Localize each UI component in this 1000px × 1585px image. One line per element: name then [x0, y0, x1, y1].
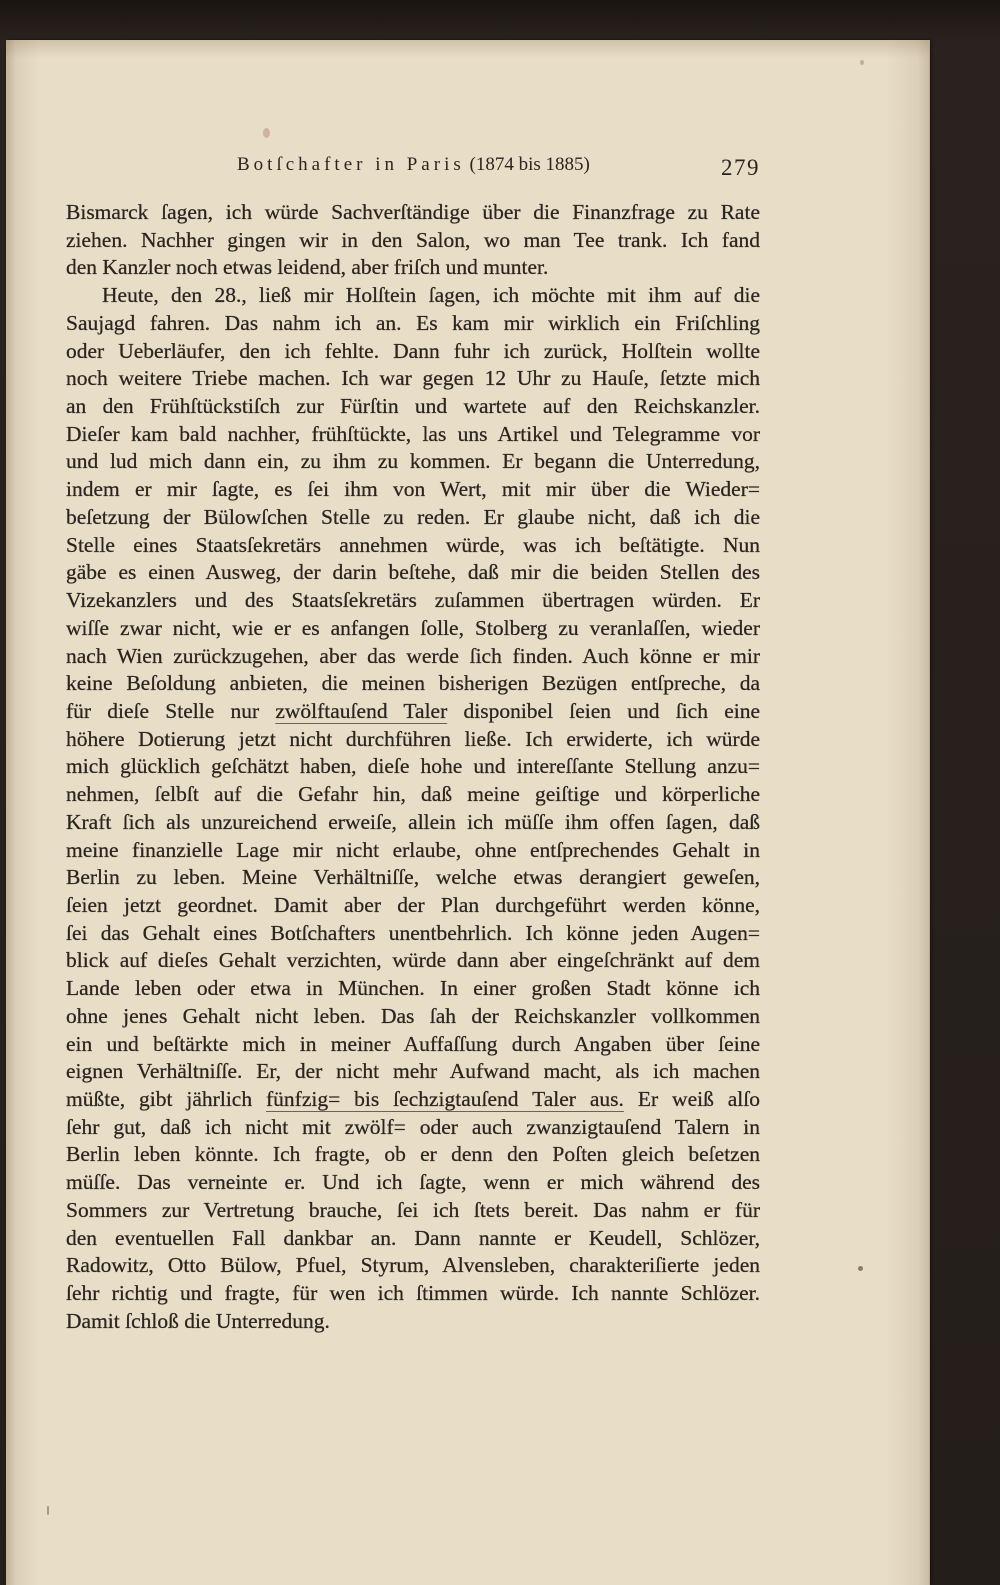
text-line: Kraft ſich als unzureichend erweiſe, allein ich müſſe ihm offen ſagen, daß — [66, 809, 760, 834]
text-line: Stelle eines Staatsſekretärs annehmen würde, was ich beſtätigte. Nun — [66, 532, 760, 557]
text-line: den Kanzler noch etwas leidend, aber friſch und munter. — [66, 255, 549, 280]
text-line: meine finanzielle Lage mir nicht erlaube, ohne entſprechendes Gehalt in — [66, 837, 760, 862]
text-line: den eventuellen Fall dankbar an. Dann nannte er Keudell, Schlözer, — [66, 1225, 760, 1250]
text-line: Dieſer kam bald nachher, frühſtückte, las uns Artikel und Telegramme vor — [66, 421, 760, 446]
text-line: ſei das Gehalt eines Botſchafters unentbehrlich. Ich könne jeden Augen= — [66, 920, 760, 945]
text-line: gäbe es einen Ausweg, der darin beſtehe, daß mir die beiden Stellen des — [66, 560, 760, 585]
margin-mark — [47, 1506, 49, 1515]
paper-stain — [860, 60, 864, 65]
text-line: nach Wien zurückzugehen, aber das werde ſich finden. Auch könne er mir — [66, 643, 760, 668]
text-line — [66, 1086, 760, 1114]
text-line: an den Frühſtückstiſch zur Fürſtin und wartete auf den Reichskanzler. — [66, 394, 760, 419]
text-line: nehmen, ſelbſt auf die Gefahr hin, daß meine geiſtige und körperliche — [66, 782, 760, 807]
text-line: beſetzung der Bülowſchen Stelle zu reden. Er glaube nicht, daß ich die — [66, 504, 760, 529]
body-text — [66, 199, 760, 1335]
text-line: ein und beſtärkte mich in meiner Auffaſſung durch Angaben über ſeine — [66, 1031, 760, 1056]
text-line: höhere Dotierung jetzt nicht durchführen ließe. Ich erwiderte, ich würde — [66, 726, 760, 751]
paper-stain — [263, 128, 270, 138]
text-line: ſeien jetzt geordnet. Damit aber der Plan durchgeführt werden könne, — [66, 892, 760, 917]
text-line: und lud mich dann ein, zu ihm zu kommen. Er begann die Unterredung, — [66, 449, 760, 474]
text-line: Sommers zur Vertretung brauche, ſei ich ſtets bereit. Das nahm er für — [66, 1197, 760, 1222]
text-line: mich glücklich geſchätzt haben, dieſe hohe und intereſſante Stellung anzu= — [66, 754, 760, 779]
running-head-title: Botſchafter in Paris — [237, 154, 465, 175]
running-head-period: (1874 bis 1885) — [469, 154, 590, 175]
text-line: Saujagd fahren. Das nahm ich an. Es kam mir wirklich ein Friſchling — [66, 310, 760, 335]
book-page — [6, 40, 929, 1585]
margin-mark — [858, 1266, 863, 1271]
text-line: indem er mir ſagte, es ſei ihm von Wert, mit mir über die Wieder= — [66, 477, 760, 502]
text-line: wiſſe zwar nicht, wie er es anfangen ſolle, Stolberg zu veranlaſſen, wieder — [66, 615, 760, 640]
text-line: noch weitere Triebe machen. Ich war gegen 12 Uhr zu Hauſe, ſetzte mich — [66, 366, 760, 391]
paragraph — [66, 282, 760, 1335]
text-line: oder Ueberläufer, den ich fehlte. Dann fuhr ich zurück, Holſtein wollte — [66, 338, 760, 363]
pencil-underlined-text: fünfzig= bis ſechzigtauſend Taler aus. — [266, 1087, 624, 1111]
text-line: ſehr gut, daß ich nicht mit zwölf= oder auch zwanzigtauſend Talern in — [66, 1114, 760, 1139]
text-line: keine Beſoldung anbieten, die meinen bisherigen Bezügen entſpreche, da — [66, 671, 760, 696]
page-number: 279 — [721, 155, 760, 180]
text-segment: für dieſe Stelle nur — [66, 698, 276, 723]
text-line: müſſe. Das verneinte er. Und ich ſagte, wenn er mich während des — [66, 1170, 760, 1195]
text-line: eignen Verhältniſſe. Er, der nicht mehr Aufwand macht, als ich machen — [66, 1059, 760, 1084]
text-line: Damit ſchloß die Unterredung. — [66, 1308, 330, 1333]
text-line: blick auf dieſes Gehalt verzichten, würde dann aber eingeſchränkt auf dem — [66, 948, 760, 973]
text-line: ziehen. Nachher gingen wir in den Salon, wo man Tee trank. Ich fand — [66, 227, 760, 252]
text-line: Heute, den 28., ließ mir Holſtein ſagen, ich möchte mit ihm auf die — [102, 283, 760, 308]
paragraph — [66, 199, 760, 282]
running-head — [237, 153, 590, 177]
text-line: Berlin leben könnte. Ich fragte, ob er denn den Poſten gleich beſetzen — [66, 1142, 760, 1167]
text-segment: disponibel ſeien und ſich eine — [447, 698, 760, 723]
text-segment: Er weiß alſo — [623, 1087, 760, 1111]
text-line: Berlin zu leben. Meine Verhältniſſe, welche etwas derangiert geweſen, — [66, 865, 760, 890]
text-line: Lande leben oder etwa in München. In einer großen Stadt könne ich — [66, 976, 760, 1001]
text-line: Radowitz, Otto Bülow, Pfuel, Styrum, Alvensleben, charakteriſierte jeden — [66, 1253, 760, 1278]
text-line: ohne jenes Gehalt nicht leben. Das ſah der Reichskanzler vollkommen — [66, 1003, 760, 1028]
text-line: Bismarck ſagen, ich würde Sachverſtändige über die Finanzfrage zu Rate — [66, 200, 760, 224]
pencil-underlined-text: zwölftauſend Taler — [275, 698, 448, 723]
text-line: Vizekanzlers und des Staatsſekretärs zuſammen übertragen würden. Er — [66, 588, 760, 613]
text-line: ſehr richtig und fragte, für wen ich ſtimmen würde. Ich nannte Schlözer. — [66, 1281, 760, 1306]
text-line — [66, 698, 760, 726]
text-segment: müßte, gibt jährlich — [66, 1087, 267, 1111]
